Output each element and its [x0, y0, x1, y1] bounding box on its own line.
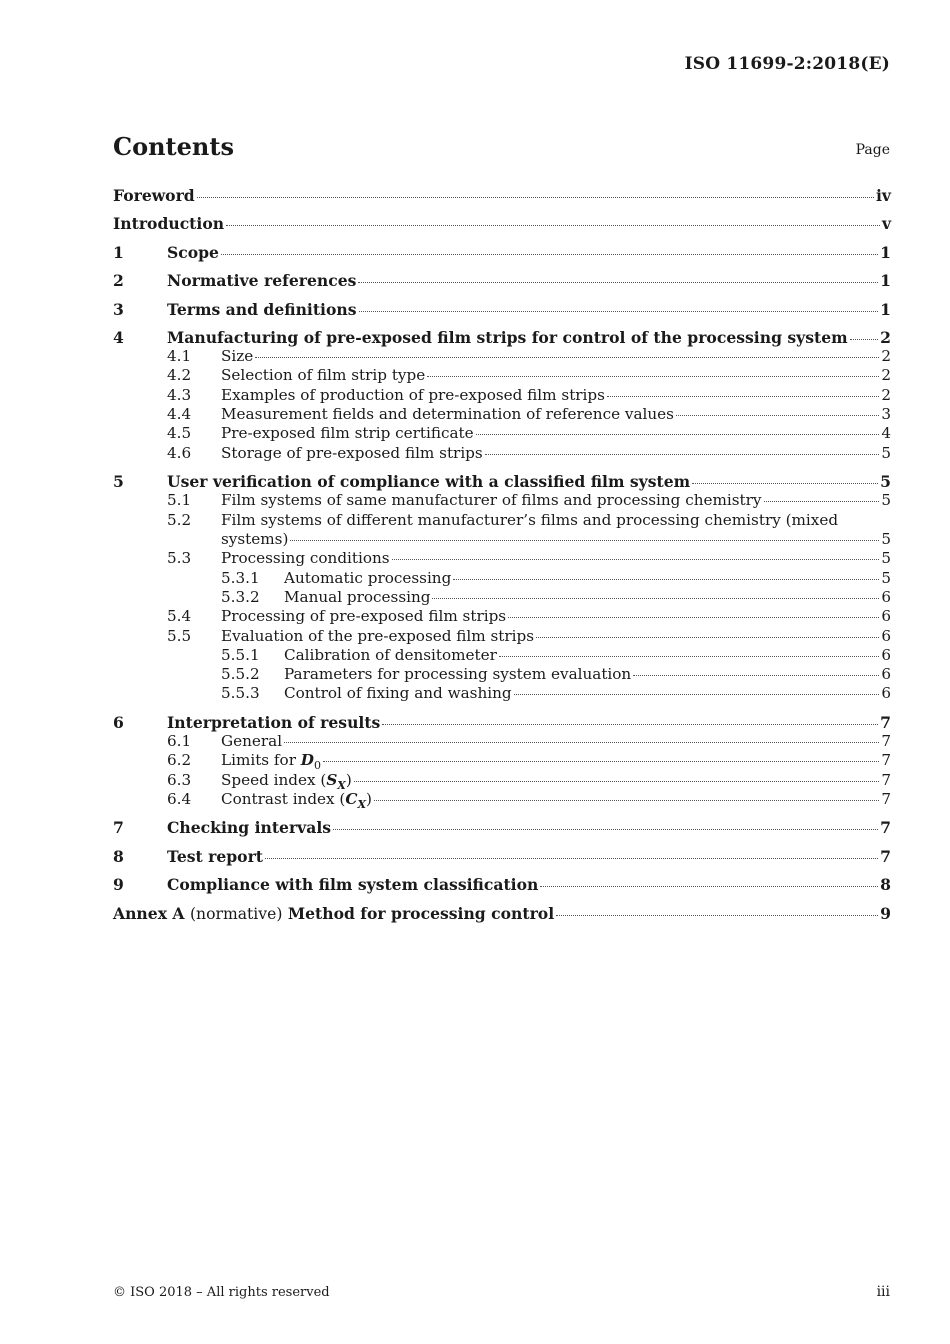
- toc-page: 5: [880, 472, 891, 491]
- dot-leader: [508, 616, 879, 618]
- toc-page: 6: [881, 665, 891, 683]
- toc-page: 5: [881, 549, 891, 567]
- dot-leader: [359, 310, 879, 312]
- toc-title: Scope: [167, 243, 219, 262]
- toc-title: General: [221, 732, 283, 750]
- dot-leader: [265, 857, 878, 859]
- dot-leader: [536, 636, 879, 638]
- toc-page: 6: [881, 646, 891, 664]
- toc-number: 5: [113, 472, 124, 491]
- dot-leader: [607, 395, 879, 397]
- toc-entry-5-2-line2[interactable]: [113, 530, 891, 549]
- dot-leader: [453, 578, 879, 580]
- toc-title: Evaluation of the pre-exposed film strips: [221, 627, 535, 645]
- symbol-c: C: [345, 790, 358, 808]
- toc-entry-foreword[interactable]: [113, 186, 891, 205]
- toc-title: Control of fixing and washing: [284, 684, 512, 702]
- toc-page: 6: [881, 607, 891, 625]
- toc-title: Storage of pre-exposed film strips: [221, 444, 483, 462]
- toc-page: 3: [881, 405, 891, 423]
- toc-entry-4-4[interactable]: [113, 405, 891, 424]
- toc-entry-4[interactable]: [113, 328, 891, 347]
- page-column-label: Page: [855, 142, 890, 158]
- toc-title: Measurement fields and determination of reference values: [221, 405, 674, 423]
- symbol-s: S: [326, 771, 338, 789]
- toc-title: Examples of production of pre-exposed film strips: [221, 386, 605, 404]
- toc-number: 5.1: [167, 491, 192, 509]
- toc-number: 4: [113, 328, 124, 347]
- dot-leader: [514, 693, 880, 695]
- toc-title: Selection of film strip type: [221, 366, 426, 384]
- toc-entry-introduction[interactable]: [113, 214, 891, 233]
- toc-number: 6: [113, 713, 124, 732]
- toc-page: 5: [881, 444, 891, 462]
- toc-page: 7: [881, 732, 891, 750]
- toc-entry-5-5-2[interactable]: [113, 665, 891, 684]
- toc-page: 5: [881, 569, 891, 587]
- toc-number: 6.1: [167, 732, 192, 750]
- toc-page: 7: [881, 751, 891, 769]
- dot-leader: [290, 539, 879, 541]
- toc-entry-4-2[interactable]: [113, 366, 891, 385]
- dot-leader: [692, 482, 878, 484]
- toc-title: [113, 904, 554, 924]
- toc-entry-4-1[interactable]: [113, 347, 891, 366]
- dot-leader: [354, 780, 880, 782]
- toc-title: Processing conditions: [221, 549, 390, 567]
- toc-entry-5-3[interactable]: [113, 549, 891, 568]
- dot-leader: [676, 414, 879, 416]
- footer-copyright: © ISO 2018 – All rights reserved: [113, 1285, 330, 1300]
- toc-title: Normative references: [167, 271, 357, 290]
- dot-leader: [284, 741, 879, 743]
- toc-page: 2: [881, 386, 891, 404]
- toc-number: 5.3: [167, 549, 192, 567]
- toc-entry-5-3-2[interactable]: [113, 588, 891, 607]
- toc-title: Film systems of same manufacturer of films and processing chemistry: [221, 491, 762, 509]
- toc-entry-4-6[interactable]: [113, 444, 891, 463]
- toc-title: Film systems of different manufacturer’s films and processing chemistry (mixed: [221, 511, 839, 529]
- toc-title: Calibration of densitometer: [284, 646, 497, 664]
- toc-entry-5-3-1[interactable]: [113, 569, 891, 588]
- toc-entry-7[interactable]: [113, 818, 891, 837]
- dot-leader: [221, 253, 878, 255]
- dot-leader: [358, 281, 878, 283]
- toc-entry-5-2-line1[interactable]: [113, 511, 891, 530]
- toc-number: 4.4: [167, 405, 192, 423]
- toc-page: 9: [880, 904, 891, 923]
- document-id: ISO 11699-2:2018(E): [684, 54, 890, 74]
- dot-leader: [197, 196, 874, 198]
- toc-title: Terms and definitions: [167, 300, 357, 319]
- toc-title: Manufacturing of pre-exposed film strips for control of the processing system: [167, 328, 848, 347]
- toc-entry-4-3[interactable]: [113, 386, 891, 405]
- toc-page: 7: [881, 771, 891, 789]
- toc-entry-2[interactable]: [113, 271, 891, 290]
- toc-page: 7: [880, 713, 891, 732]
- toc-title: systems): [221, 530, 289, 548]
- dot-leader: [485, 453, 880, 455]
- toc-title: Foreword: [113, 186, 195, 205]
- close-paren: ): [366, 790, 372, 808]
- toc-number: 5.4: [167, 607, 192, 625]
- toc-title: Processing of pre-exposed film strips: [221, 607, 507, 625]
- annex-title: Method for processing control: [287, 904, 555, 923]
- toc-entry-1[interactable]: [113, 243, 891, 262]
- dot-leader: [540, 885, 878, 887]
- toc-entry-9[interactable]: [113, 875, 891, 894]
- toc-number: 4.2: [167, 366, 192, 384]
- toc-title: Size: [221, 347, 254, 365]
- toc-number: 2: [113, 271, 124, 290]
- toc-number: 8: [113, 847, 124, 866]
- dot-leader: [476, 433, 880, 435]
- toc-entry-5-5[interactable]: [113, 627, 891, 646]
- toc-number: 4.6: [167, 444, 192, 462]
- toc-number: 5.5.3: [221, 684, 260, 702]
- toc-page: 6: [881, 627, 891, 645]
- dot-leader: [633, 674, 879, 676]
- dot-leader: [333, 828, 878, 830]
- dot-leader: [499, 655, 879, 657]
- toc-title: Test report: [167, 847, 264, 866]
- toc-title-text: Limits for: [221, 751, 296, 769]
- subscript-x: X: [357, 798, 366, 812]
- toc-number: 3: [113, 300, 124, 319]
- toc-title-text: Speed index (: [221, 771, 327, 789]
- toc-entry-6-1[interactable]: [113, 732, 891, 751]
- toc-number: 6.3: [167, 771, 192, 789]
- toc-title: Automatic processing: [284, 569, 452, 587]
- toc-entry-5-4[interactable]: [113, 607, 891, 626]
- toc-entry-6-4[interactable]: [113, 790, 891, 814]
- toc-title: [221, 790, 372, 814]
- toc-page: 7: [880, 847, 891, 866]
- footer-page-number: iii: [876, 1284, 890, 1300]
- toc-number: 5.5.2: [221, 665, 260, 683]
- dot-leader: [432, 597, 879, 599]
- toc-number: 5.3.2: [221, 588, 260, 606]
- dot-leader: [255, 356, 879, 358]
- dot-leader: [323, 760, 879, 762]
- dot-leader: [382, 723, 878, 725]
- dot-leader: [392, 558, 880, 560]
- toc-title: Interpretation of results: [167, 713, 381, 732]
- toc-page: 1: [880, 300, 891, 319]
- dot-leader: [427, 375, 879, 377]
- toc-number: 4.3: [167, 386, 192, 404]
- toc-entry-5-5-3[interactable]: [113, 684, 891, 703]
- toc-title: User verification of compliance with a classified film system: [167, 472, 691, 491]
- symbol-d: D: [300, 751, 314, 769]
- toc-title: Introduction: [113, 214, 225, 233]
- subscript-x: X: [337, 779, 346, 793]
- toc-entry-8[interactable]: [113, 847, 891, 866]
- toc-number: 5.5: [167, 627, 192, 645]
- toc-page: 5: [881, 530, 891, 548]
- toc-page: 7: [880, 818, 891, 837]
- toc-number: 1: [113, 243, 124, 262]
- dot-leader: [556, 914, 878, 916]
- toc-title: Checking intervals: [167, 818, 332, 837]
- toc-entry-3[interactable]: [113, 300, 891, 319]
- toc-page: 7: [881, 790, 891, 808]
- close-paren: ): [345, 771, 352, 789]
- toc-page: 5: [881, 491, 891, 509]
- toc-number: 6.2: [167, 751, 192, 769]
- toc-title-text: Contrast index (: [221, 790, 346, 808]
- toc-page: 2: [881, 347, 891, 365]
- toc-page: 1: [880, 271, 891, 290]
- toc-page: iv: [876, 186, 891, 205]
- toc-page: 1: [880, 243, 891, 262]
- dot-leader: [374, 799, 879, 801]
- toc-number: 7: [113, 818, 124, 837]
- toc-entry-annex-a[interactable]: [113, 904, 891, 924]
- toc-entry-5-1[interactable]: [113, 491, 891, 510]
- toc-number: 9: [113, 875, 124, 894]
- toc-title: Pre-exposed film strip certificate: [221, 424, 474, 442]
- toc-title: Manual processing: [284, 588, 431, 606]
- toc-page: v: [881, 214, 891, 233]
- toc-entry-4-5[interactable]: [113, 424, 891, 443]
- toc-number: 5.5.1: [221, 646, 260, 664]
- toc-number: 5.3.1: [221, 569, 260, 587]
- toc-entry-5[interactable]: [113, 472, 891, 491]
- dot-leader: [226, 224, 880, 226]
- subscript-0: 0: [313, 759, 321, 773]
- toc-page: 8: [880, 875, 891, 894]
- annex-type: (normative): [189, 905, 283, 923]
- annex-label: Annex A: [113, 904, 185, 923]
- toc-number: 5.2: [167, 511, 192, 529]
- toc-number: 4.1: [167, 347, 192, 365]
- toc-page: 6: [881, 684, 891, 702]
- toc-page: 4: [881, 424, 891, 442]
- toc-page: 6: [881, 588, 891, 606]
- toc-number: 6.4: [167, 790, 192, 808]
- toc-page: 2: [880, 328, 891, 347]
- toc-title: Compliance with film system classification: [167, 875, 539, 894]
- dot-leader: [764, 500, 880, 502]
- toc-entry-5-5-1[interactable]: [113, 646, 891, 665]
- toc-entry-6[interactable]: [113, 713, 891, 732]
- contents-title: Contents: [113, 132, 234, 161]
- toc-title: Parameters for processing system evaluation: [284, 665, 632, 683]
- toc-page: 2: [881, 366, 891, 384]
- toc-number: 4.5: [167, 424, 192, 442]
- dot-leader: [850, 338, 878, 340]
